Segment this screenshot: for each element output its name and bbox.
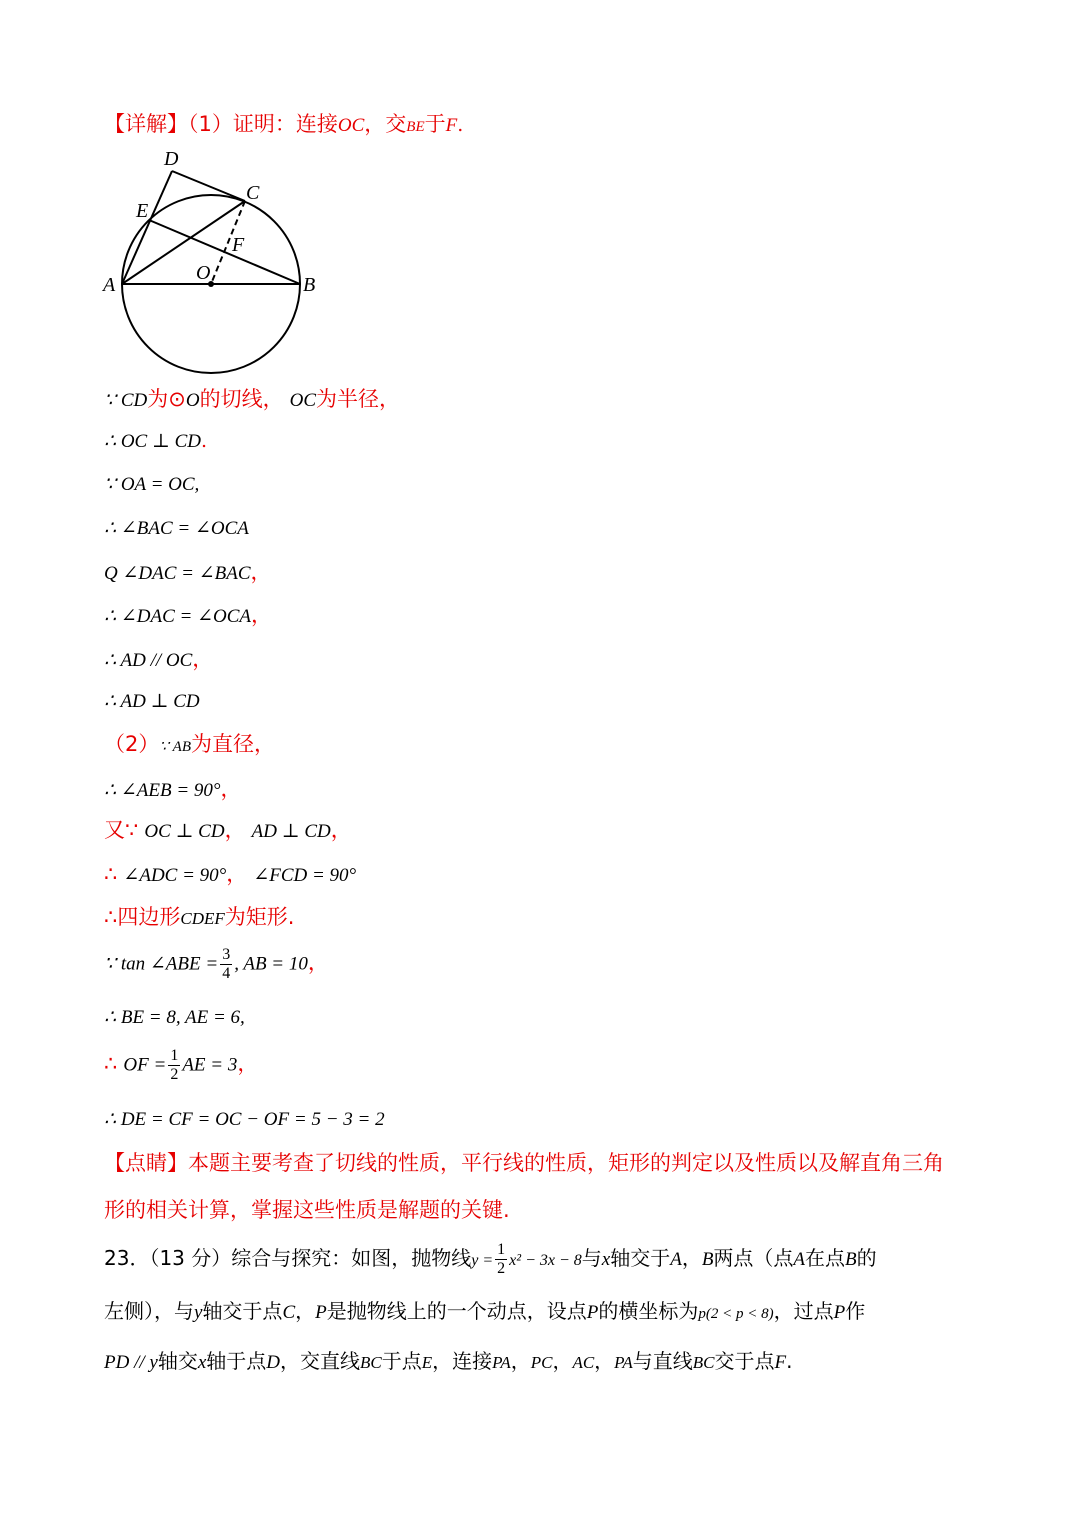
label-e: E (136, 200, 149, 222)
p23-l2b: 轴交于点 (202, 1299, 283, 1323)
p23-t4: 在点 (805, 1246, 846, 1270)
proof-l16: ∴ DE = CF = OC − OF = 5 − 3 = 2 (104, 1109, 385, 1130)
proof-l13-post: , AB = 10 (234, 953, 308, 975)
p23-sep2: ， (552, 1349, 573, 1373)
proof-l12-c2: 为矩形. (224, 905, 295, 929)
comment-bracket: 【点睛】 (104, 1151, 188, 1175)
detail-be: BE (406, 119, 425, 135)
proof-line-8 (104, 692, 200, 711)
p23-d: D (266, 1352, 280, 1373)
proof-l4: ∴ ∠BAC = ∠OCA (104, 518, 249, 539)
frac-num: 1 (170, 1047, 179, 1064)
p23-bc: BC (360, 1353, 382, 1372)
frac-num: 1 (497, 1241, 506, 1258)
p23-f: F (774, 1352, 787, 1373)
proof-line-15 (104, 1047, 258, 1084)
detail-dot: . (457, 114, 464, 136)
p23-l3c: ，交直线 (280, 1349, 360, 1373)
p23-l2f: ，过点 (773, 1299, 834, 1323)
proof-l7-end: ， (192, 647, 214, 671)
proof-l11-m2: ∠FCD = 90° (253, 865, 357, 886)
p23-sep3: ， (594, 1349, 615, 1373)
proof-l13-pre: ∵ tan ∠ABE = (104, 953, 219, 975)
problem-23 (104, 1235, 980, 1386)
proof-line-11 (104, 864, 356, 885)
proof-l10-m1: OC ⊥ CD (144, 821, 225, 842)
proof-line-13 (104, 946, 329, 983)
p23-pc: PC (530, 1353, 553, 1372)
p23-a: A (670, 1249, 682, 1270)
frac-den: 4 (222, 965, 231, 982)
proof-line-9 (104, 779, 242, 800)
proof-l9-end: ， (220, 777, 242, 801)
proof-l5-end: ， (250, 560, 272, 584)
problem-23-line-3 (104, 1338, 980, 1386)
p23-l3a: 轴交 (157, 1349, 198, 1373)
p23-fraction (495, 1241, 507, 1278)
detail-f: F (445, 115, 458, 136)
proof-line-12 (104, 907, 294, 928)
p23-l3end: . (786, 1349, 793, 1373)
proof-l10-c1: ， (224, 818, 246, 842)
proof-l2: ∴ OC ⊥ CD (104, 431, 201, 452)
p23-x2: x (197, 1352, 207, 1373)
proof-line-5 (104, 562, 272, 583)
p23-bc2: BC (692, 1353, 715, 1372)
proof-l6-end: ， (251, 603, 272, 627)
problem-23-line-2 (104, 1288, 980, 1338)
proof-l11-c1: ， (226, 862, 248, 886)
proof-p2-open: （2） (104, 732, 160, 756)
proof-l8: ∴ AD ⊥ CD (104, 691, 200, 712)
proof-l1-o: O (185, 390, 200, 411)
comment-paragraph (104, 1140, 980, 1234)
label-d: D (164, 148, 179, 170)
p23-t3: 两点（点 (713, 1246, 794, 1270)
p23-p: P (315, 1302, 327, 1323)
proof-line-7 (104, 649, 213, 670)
detail-part: （1）证明：连接 (188, 112, 338, 136)
proof-l13-end: ， (307, 950, 329, 975)
comment-text-2: 形的相关计算，掌握这些性质是解题的关键. (104, 1198, 510, 1222)
fraction-3-4 (220, 946, 232, 983)
p23-l3e: ，连接 (432, 1349, 493, 1373)
detail-bracket: 【详解】 (104, 112, 188, 136)
label-a: A (103, 274, 116, 296)
proof-l15-post: AE = 3 (182, 1054, 238, 1076)
proof-l10-c2: ， (330, 818, 352, 842)
p23-sep1: ， (510, 1349, 531, 1373)
p23-pa: PA (492, 1353, 511, 1372)
p23-pcond: p(2 < p < 8) (698, 1306, 774, 1322)
proof-l3: ∵ OA = OC, (104, 474, 200, 495)
proof-l1-c3: 为半径， (316, 387, 401, 411)
circle-geometry-figure (98, 145, 338, 380)
proof-l6: ∴ ∠DAC = ∠OCA (104, 606, 251, 627)
proof-l5: Q ∠DAC = ∠BAC (104, 563, 251, 584)
problem-23-line-1 (104, 1235, 980, 1284)
proof-l1-m2: OC (289, 390, 317, 411)
p23-t5: 的 (856, 1246, 877, 1270)
proof-part-2 (104, 734, 275, 755)
p23-l2e: 的横坐标为 (598, 1299, 699, 1323)
p23-l3f: 与直线 (632, 1349, 693, 1373)
proof-l9: ∴ ∠AEB = 90° (104, 780, 221, 801)
comment-line-1 (104, 1140, 980, 1187)
proof-l10-cn: 又∵ (104, 818, 139, 842)
proof-p2-math: ∵ AB (159, 739, 191, 755)
proof-p2-cn: 为直径， (191, 732, 275, 756)
proof-l15-cn: ∴ (104, 1051, 118, 1076)
proof-l1-c2: 的切线， (199, 387, 284, 411)
p23-y: y (194, 1302, 203, 1323)
detail-mid: ，交 (364, 112, 407, 136)
p23-l3m1: PD // y (104, 1352, 158, 1373)
frac-den: 2 (170, 1066, 179, 1083)
p23-b: B (701, 1249, 714, 1270)
p23-p3: P (833, 1302, 846, 1323)
p23-b2: B (845, 1249, 857, 1270)
p23-p2: P (586, 1302, 599, 1323)
p23-comma: ， (681, 1246, 702, 1270)
proof-l15-end: ， (237, 1051, 259, 1076)
p23-eq-pre: y = (471, 1252, 494, 1269)
tangent-dc (172, 171, 245, 201)
p23-l3d: 于点 (381, 1349, 422, 1373)
label-f: F (232, 234, 245, 256)
proof-line-4 (104, 519, 249, 538)
label-c: C (246, 182, 260, 204)
p23-l2d: 是抛物线上的一个动点，设点 (326, 1299, 587, 1323)
proof-line-6 (104, 605, 272, 626)
detail-yu: 于 (424, 112, 446, 136)
proof-line-10 (104, 820, 352, 841)
proof-l7: ∴ AD // OC (104, 650, 193, 671)
proof-line-3 (104, 475, 199, 494)
proof-line-14 (104, 1008, 245, 1027)
p23-l2c: ， (295, 1299, 316, 1323)
proof-line-1 (104, 389, 400, 410)
proof-l1-c1: 为⊙ (147, 387, 186, 411)
p23-l2g: 作 (845, 1299, 866, 1323)
p23-t1: 与 (581, 1246, 602, 1270)
frac-den: 2 (497, 1260, 506, 1277)
p23-c: C (282, 1302, 296, 1323)
p23-eq-post: x² − 3x − 8 (509, 1252, 582, 1269)
proof-l14: ∴ BE = 8, AE = 6, (104, 1007, 245, 1028)
label-o: O (196, 262, 211, 284)
p23-x: x (601, 1249, 611, 1270)
proof-line-2 (104, 432, 207, 451)
proof-l12-m: CDEF (180, 909, 225, 928)
p23-l3g: 交于点 (714, 1349, 775, 1373)
p23-t2: 轴交于 (610, 1246, 671, 1270)
proof-line-16 (104, 1110, 385, 1129)
proof-l2-end: . (201, 430, 208, 452)
p23-num: 23．（13 分）综合与探究：如图，抛物线 (104, 1246, 472, 1270)
detail-heading (104, 114, 463, 135)
label-b: B (303, 274, 316, 296)
p23-pa2: PA (614, 1353, 633, 1372)
proof-l11-cn: ∴ (104, 862, 118, 886)
fraction-1-2 (168, 1047, 180, 1084)
p23-l3b: 轴于点 (206, 1349, 267, 1373)
p23-e: E (421, 1353, 433, 1372)
proof-l10-m2: AD ⊥ CD (251, 821, 331, 842)
detail-oc: OC (337, 115, 365, 136)
p23-l2a: 左侧），与 (104, 1299, 194, 1323)
proof-l11-m1: ∠ADC = 90° (123, 865, 227, 886)
frac-num: 3 (222, 946, 231, 963)
proof-l1-m1: ∵ CD (104, 390, 148, 411)
p23-ac: AC (572, 1353, 595, 1372)
proof-l12-c1: ∴四边形 (104, 905, 181, 929)
comment-text-1: 本题主要考查了切线的性质，平行线的性质，矩形的判定以及性质以及解直角三角 (188, 1151, 944, 1175)
proof-l15-pre: OF = (123, 1054, 167, 1076)
p23-a2: A (793, 1249, 806, 1270)
